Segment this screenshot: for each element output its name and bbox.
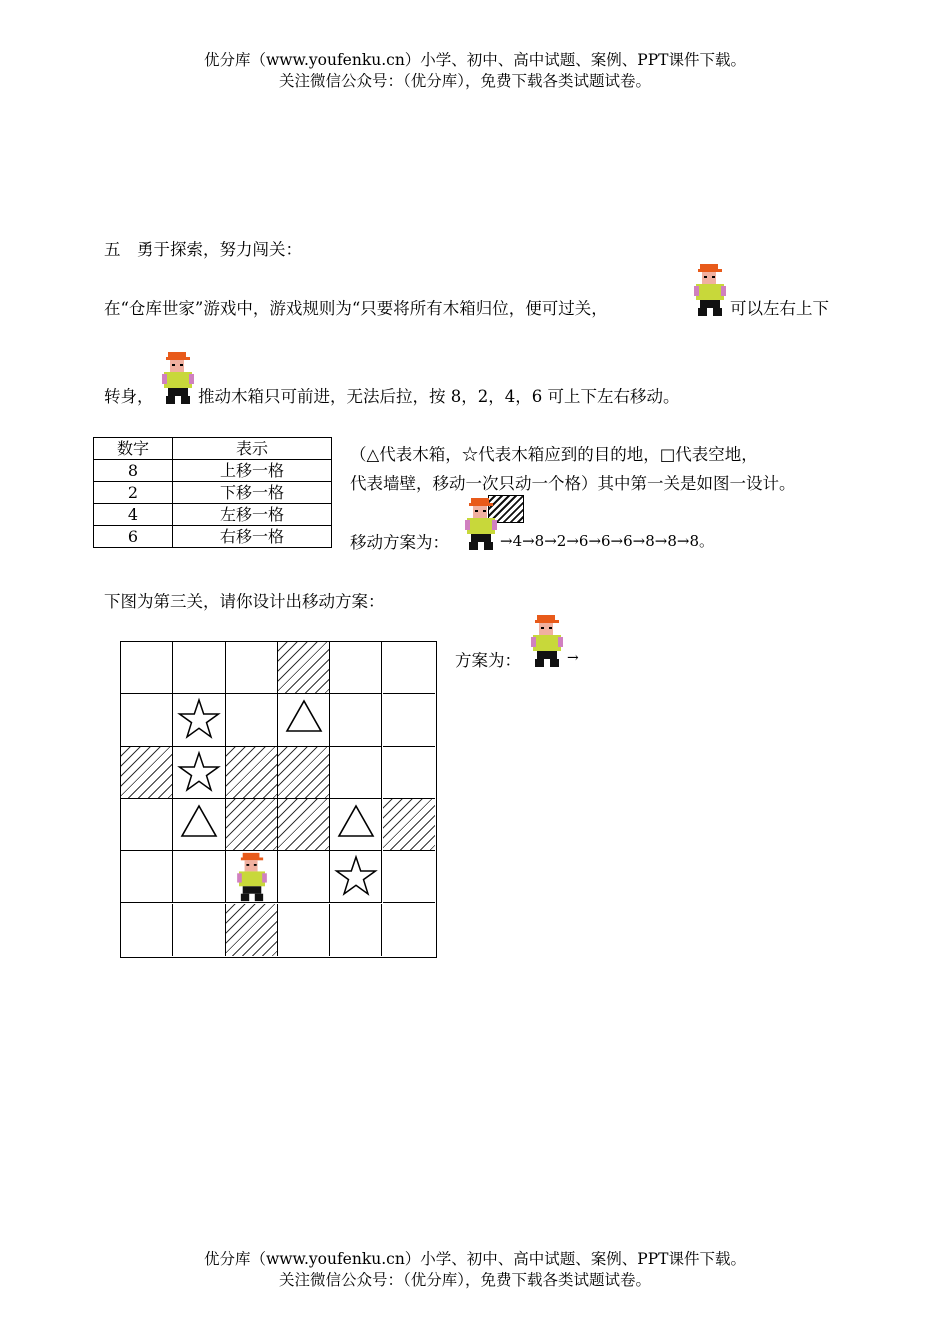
grid-cell-wall [278,642,330,694]
target-star-icon [173,747,225,799]
legend-text-1: （△代表木箱，☆代表木箱应到的目的地，□代表空地， [350,445,758,464]
worker-icon [463,496,499,552]
grid-cell-target [173,747,225,799]
grid-cell-target [330,851,382,903]
grid-cell-floor [330,904,382,956]
table-row [94,526,332,548]
section-title: 五 勇于探索，努力闯关： [104,240,302,259]
grid-cell-floor [121,642,173,694]
meaning-cell: 下移一格 [173,482,332,504]
page-footer [0,1249,950,1291]
grid-cell-floor [383,642,435,694]
answer-arrow: → [567,650,579,666]
grid-cell-wall [226,799,278,851]
rules-text-2: 可以左右上下 [730,299,829,318]
box-triangle-icon [330,799,382,851]
puzzle-grid [120,641,437,958]
grid-cell-box [330,799,382,851]
grid-cell-box [173,799,225,851]
grid-cell-floor [173,642,225,694]
grid-cell-floor [121,851,173,903]
grid-cell-floor [383,851,435,903]
key-table-header-cell: 数字 [94,438,173,460]
box-triangle-icon [278,694,330,746]
worker-icon [529,613,565,669]
key-table-header [94,438,332,460]
box-triangle-icon [173,799,225,851]
grid-cell-box [278,694,330,746]
grid-cell-wall [226,747,278,799]
key-cell: 2 [94,482,173,504]
target-star-icon [330,851,382,903]
meaning-cell: 右移一格 [173,526,332,548]
grid-cell-floor [278,904,330,956]
rules-text-3: 转身， [104,387,154,406]
grid-cell-wall [278,799,330,851]
grid-cell-floor [330,694,382,746]
grid-cell-floor [121,904,173,956]
grid-cell-floor [226,694,278,746]
key-cell: 6 [94,526,173,548]
page-header [0,50,950,92]
worker-icon [692,262,728,318]
meaning-cell: 上移一格 [173,460,332,482]
worker-icon [160,350,196,406]
table-row [94,482,332,504]
grid-cell-floor [278,851,330,903]
target-star-icon [173,694,225,746]
key-cell: 8 [94,460,173,482]
worker-icon [226,851,278,903]
table-row [94,504,332,526]
grid-cell-floor [121,694,173,746]
rules-text-4: 推动木箱只可前进，无法后拉，按 8，2，4，6 可上下左右移动。 [198,387,680,406]
grid-cell-floor [173,904,225,956]
legend-text-2: 代表墙壁，移动一次只动一个格）其中第一关是如图一设计。 [350,474,796,493]
table-row [94,460,332,482]
grid-cell-floor [330,642,382,694]
grid-cell-floor [330,747,382,799]
rules-text-1: 在“仓库世家”游戏中，游戏规则为“只要将所有木箱归位，便可过关， [104,299,608,318]
grid-cell-wall [121,747,173,799]
grid-cell-floor [173,851,225,903]
plan-label: 移动方案为： [350,533,449,552]
answer-label: 方案为： [455,651,521,670]
key-table-header-cell: 表示 [173,438,332,460]
grid-cell-floor [383,904,435,956]
grid-cell-floor [226,642,278,694]
grid-cell-worker [226,851,278,903]
key-cell: 4 [94,504,173,526]
meaning-cell: 左移一格 [173,504,332,526]
plan-moves: →4→8→2→6→6→6→8→8→8。 [500,532,715,550]
grid-cell-floor [121,799,173,851]
footer-line-2: 关注微信公众号：（优分库），免费下载各类试题试卷。 [278,1271,651,1289]
grid-cell-wall [383,799,435,851]
grid-cell-wall [278,747,330,799]
grid-cell-wall [226,904,278,956]
grid-cell-floor [383,747,435,799]
header-line-2: 关注微信公众号：（优分库），免费下载各类试题试卷。 [278,72,651,90]
header-line-1: 优分库（www.youfenku.cn）小学、初中、高中试题、案例、PPT课件下载。 [203,51,747,69]
footer-line-1: 优分库（www.youfenku.cn）小学、初中、高中试题、案例、PPT课件下载。 [203,1250,747,1268]
key-table [93,437,332,548]
grid-cell-floor [383,694,435,746]
grid-cell-target [173,694,225,746]
level3-prompt: 下图为第三关，请你设计出移动方案： [104,592,385,611]
